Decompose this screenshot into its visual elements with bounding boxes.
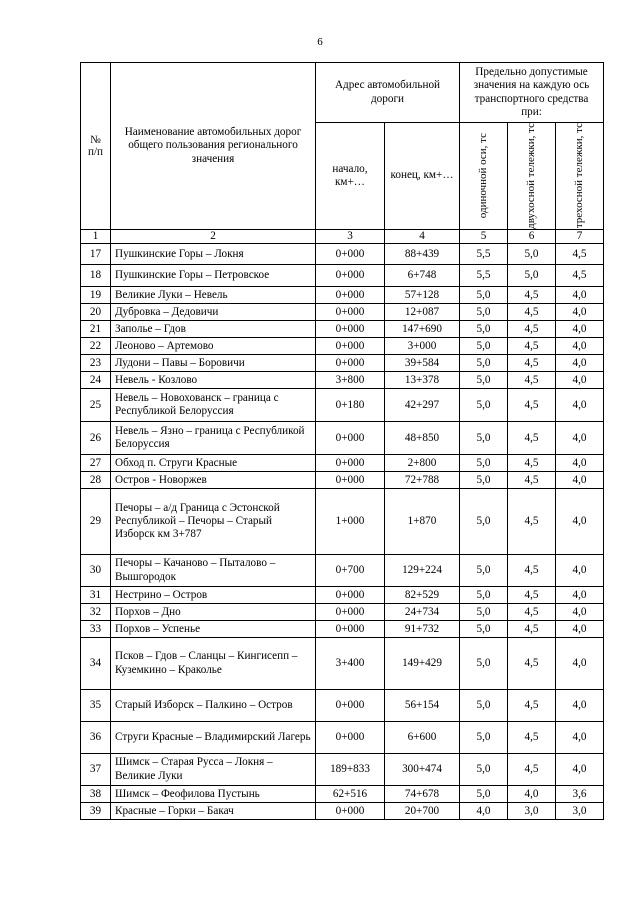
road-name: Великие Луки – Невель: [111, 287, 316, 304]
single-axle-limit: 5,0: [460, 754, 508, 786]
table-row: [81, 389, 604, 422]
address-end: 42+297: [385, 389, 460, 422]
row-number: 36: [81, 722, 111, 754]
table-row: [81, 555, 604, 587]
address-end: 300+474: [385, 754, 460, 786]
single-axle-limit: 5,0: [460, 338, 508, 355]
double-bogie-limit: 4,5: [508, 472, 556, 489]
index-cell: 3: [316, 229, 385, 243]
double-bogie-limit: 4,5: [508, 754, 556, 786]
header-triple-bogie: трехосной тележки, тс: [556, 123, 604, 230]
address-start: 1+000: [316, 489, 385, 555]
table-row: [81, 304, 604, 321]
triple-bogie-limit: 4,0: [556, 555, 604, 587]
row-number: 29: [81, 489, 111, 555]
double-bogie-limit: 4,5: [508, 555, 556, 587]
address-start: 0+000: [316, 722, 385, 754]
address-end: 2+800: [385, 455, 460, 472]
double-bogie-limit: 3,0: [508, 803, 556, 820]
address-end: 129+224: [385, 555, 460, 587]
double-bogie-limit: 5,0: [508, 265, 556, 287]
table-row: [81, 338, 604, 355]
address-start: 0+000: [316, 604, 385, 621]
triple-bogie-limit: 4,0: [556, 722, 604, 754]
row-number: 26: [81, 422, 111, 455]
triple-bogie-limit: 4,0: [556, 372, 604, 389]
triple-bogie-limit: 4,5: [556, 265, 604, 287]
table-row: [81, 587, 604, 604]
header-address-end: конец, км+…: [385, 123, 460, 230]
single-axle-limit: 5,0: [460, 389, 508, 422]
road-name: Обход п. Струги Красные: [111, 455, 316, 472]
single-axle-limit: 5,0: [460, 321, 508, 338]
address-start: 0+700: [316, 555, 385, 587]
row-number: 17: [81, 244, 111, 265]
address-start: 0+000: [316, 355, 385, 372]
header-double-bogie: двухосной тележки, тс: [508, 123, 556, 230]
road-name: Шимск – Старая Русса – Локня – Великие Луки: [111, 754, 316, 786]
triple-bogie-limit: 4,0: [556, 287, 604, 304]
row-number: 21: [81, 321, 111, 338]
address-start: 0+180: [316, 389, 385, 422]
row-number: 18: [81, 265, 111, 287]
single-axle-limit: 5,0: [460, 638, 508, 690]
address-end: 72+788: [385, 472, 460, 489]
address-start: 0+000: [316, 472, 385, 489]
single-axle-limit: 5,0: [460, 621, 508, 638]
row-number: 35: [81, 690, 111, 722]
table-row: [81, 638, 604, 690]
triple-bogie-limit: 4,5: [556, 244, 604, 265]
single-axle-limit: 4,0: [460, 803, 508, 820]
triple-bogie-limit: 4,0: [556, 304, 604, 321]
single-axle-limit: 5,0: [460, 722, 508, 754]
address-start: 0+000: [316, 455, 385, 472]
single-axle-limit: 5,0: [460, 472, 508, 489]
header-address: Адрес автомобильной дороги: [316, 63, 460, 123]
address-end: 57+128: [385, 287, 460, 304]
index-cell: 6: [508, 229, 556, 243]
double-bogie-limit: 4,5: [508, 422, 556, 455]
address-start: 0+000: [316, 265, 385, 287]
single-axle-limit: 5,5: [460, 244, 508, 265]
single-axle-limit: 5,0: [460, 287, 508, 304]
road-name: Печоры – Качаново – Пыталово – Вышгородок: [111, 555, 316, 587]
single-axle-limit: 5,0: [460, 786, 508, 803]
table-row: [81, 604, 604, 621]
address-end: 74+678: [385, 786, 460, 803]
table-row: [81, 244, 604, 265]
table-row: [81, 489, 604, 555]
row-number: 39: [81, 803, 111, 820]
double-bogie-limit: 4,5: [508, 321, 556, 338]
triple-bogie-limit: 4,0: [556, 621, 604, 638]
table-row: [81, 321, 604, 338]
table-row: [81, 372, 604, 389]
row-number: 24: [81, 372, 111, 389]
row-number: 31: [81, 587, 111, 604]
row-number: 30: [81, 555, 111, 587]
double-bogie-limit: 4,5: [508, 287, 556, 304]
road-name: Порхов – Успенье: [111, 621, 316, 638]
address-end: 6+748: [385, 265, 460, 287]
index-cell: 7: [556, 229, 604, 243]
road-name: Псков – Гдов – Сланцы – Кингисепп – Куземкино – Краколье: [111, 638, 316, 690]
address-start: 0+000: [316, 338, 385, 355]
triple-bogie-limit: 3,6: [556, 786, 604, 803]
triple-bogie-limit: 4,0: [556, 690, 604, 722]
address-end: 24+734: [385, 604, 460, 621]
address-start: 0+000: [316, 244, 385, 265]
address-end: 39+584: [385, 355, 460, 372]
single-axle-limit: 5,0: [460, 587, 508, 604]
address-end: 13+378: [385, 372, 460, 389]
road-name: Пушкинские Горы – Локня: [111, 244, 316, 265]
triple-bogie-limit: 4,0: [556, 422, 604, 455]
triple-bogie-limit: 4,0: [556, 455, 604, 472]
row-number: 38: [81, 786, 111, 803]
double-bogie-limit: 4,5: [508, 372, 556, 389]
double-bogie-limit: 4,5: [508, 690, 556, 722]
row-number: 20: [81, 304, 111, 321]
header-address-start: начало, км+…: [316, 123, 385, 230]
road-name: Шимск – Феофилова Пустынь: [111, 786, 316, 803]
triple-bogie-limit: 4,0: [556, 338, 604, 355]
single-axle-limit: 5,0: [460, 555, 508, 587]
row-number: 34: [81, 638, 111, 690]
road-name: Порхов – Дно: [111, 604, 316, 621]
double-bogie-limit: 4,5: [508, 338, 556, 355]
triple-bogie-limit: 4,0: [556, 754, 604, 786]
road-name: Невель – Новохованск – граница с Республикой Белоруссия: [111, 389, 316, 422]
double-bogie-limit: 4,5: [508, 304, 556, 321]
header-limits: Предельно допустимые значения на каждую ось транспортного средства при:: [460, 63, 604, 123]
road-name: Красные – Горки – Бакач: [111, 803, 316, 820]
road-name: Печоры – а/д Граница с Эстонской Республикой – Печоры – Старый Изборск км 3+787: [111, 489, 316, 555]
road-name: Остров - Новоржев: [111, 472, 316, 489]
double-bogie-limit: 4,5: [508, 455, 556, 472]
table-row: [81, 472, 604, 489]
single-axle-limit: 5,5: [460, 265, 508, 287]
road-name: Невель - Козлово: [111, 372, 316, 389]
road-name: Заполье – Гдов: [111, 321, 316, 338]
single-axle-limit: 5,0: [460, 455, 508, 472]
address-end: 12+087: [385, 304, 460, 321]
single-axle-limit: 5,0: [460, 372, 508, 389]
triple-bogie-limit: 4,0: [556, 587, 604, 604]
address-end: 56+154: [385, 690, 460, 722]
header-num: № п/п: [81, 63, 111, 230]
triple-bogie-limit: 4,0: [556, 489, 604, 555]
table-row: [81, 355, 604, 372]
address-start: 0+000: [316, 287, 385, 304]
table-row: [81, 690, 604, 722]
index-cell: 5: [460, 229, 508, 243]
double-bogie-limit: 4,5: [508, 638, 556, 690]
single-axle-limit: 5,0: [460, 489, 508, 555]
row-number: 19: [81, 287, 111, 304]
table-row: [81, 803, 604, 820]
index-row: [81, 229, 604, 243]
table-row: [81, 422, 604, 455]
double-bogie-limit: 4,5: [508, 722, 556, 754]
single-axle-limit: 5,0: [460, 690, 508, 722]
single-axle-limit: 5,0: [460, 422, 508, 455]
table-row: [81, 265, 604, 287]
index-cell: 1: [81, 229, 111, 243]
road-name: Невель – Язно – граница с Республикой Белоруссия: [111, 422, 316, 455]
row-number: 33: [81, 621, 111, 638]
double-bogie-limit: 4,5: [508, 621, 556, 638]
row-number: 28: [81, 472, 111, 489]
row-number: 23: [81, 355, 111, 372]
table-body: [81, 244, 604, 820]
road-name: Леоново – Артемово: [111, 338, 316, 355]
address-end: 82+529: [385, 587, 460, 604]
address-start: 0+000: [316, 803, 385, 820]
address-end: 147+690: [385, 321, 460, 338]
triple-bogie-limit: 4,0: [556, 321, 604, 338]
row-number: 25: [81, 389, 111, 422]
address-start: 3+800: [316, 372, 385, 389]
address-start: 189+833: [316, 754, 385, 786]
road-name: Нестрино – Остров: [111, 587, 316, 604]
table-row: [81, 722, 604, 754]
triple-bogie-limit: 3,0: [556, 803, 604, 820]
table-row: [81, 287, 604, 304]
single-axle-limit: 5,0: [460, 604, 508, 621]
double-bogie-limit: 4,0: [508, 786, 556, 803]
index-cell: 4: [385, 229, 460, 243]
triple-bogie-limit: 4,0: [556, 389, 604, 422]
table-row: [81, 754, 604, 786]
address-start: 0+000: [316, 621, 385, 638]
triple-bogie-limit: 4,0: [556, 604, 604, 621]
address-end: 20+700: [385, 803, 460, 820]
triple-bogie-limit: 4,0: [556, 638, 604, 690]
address-start: 62+516: [316, 786, 385, 803]
index-cell: 2: [111, 229, 316, 243]
single-axle-limit: 5,0: [460, 355, 508, 372]
address-end: 48+850: [385, 422, 460, 455]
road-name: Пушкинские Горы – Петровское: [111, 265, 316, 287]
road-name: Струги Красные – Владимирский Лагерь: [111, 722, 316, 754]
address-end: 149+429: [385, 638, 460, 690]
road-name: Дубровка – Дедовичи: [111, 304, 316, 321]
triple-bogie-limit: 4,0: [556, 472, 604, 489]
road-name: Лудони – Павы – Боровичи: [111, 355, 316, 372]
double-bogie-limit: 5,0: [508, 244, 556, 265]
double-bogie-limit: 4,5: [508, 355, 556, 372]
address-end: 88+439: [385, 244, 460, 265]
road-limits-table: [80, 62, 604, 820]
row-number: 27: [81, 455, 111, 472]
row-number: 37: [81, 754, 111, 786]
road-name: Старый Изборск – Палкино – Остров: [111, 690, 316, 722]
address-end: 3+000: [385, 338, 460, 355]
address-start: 0+000: [316, 587, 385, 604]
address-start: 0+000: [316, 304, 385, 321]
row-number: 22: [81, 338, 111, 355]
single-axle-limit: 5,0: [460, 304, 508, 321]
address-start: 0+000: [316, 321, 385, 338]
table-row: [81, 786, 604, 803]
table-row: [81, 621, 604, 638]
row-number: 32: [81, 604, 111, 621]
double-bogie-limit: 4,5: [508, 604, 556, 621]
address-start: 0+000: [316, 690, 385, 722]
address-start: 3+400: [316, 638, 385, 690]
double-bogie-limit: 4,5: [508, 587, 556, 604]
page-number: 6: [317, 36, 323, 48]
triple-bogie-limit: 4,0: [556, 355, 604, 372]
header-road-name: Наименование автомобильных дорог общего пользования регионального значения: [111, 63, 316, 230]
table-row: [81, 455, 604, 472]
header-single-axle: одиночной оси, тс: [460, 123, 508, 230]
address-end: 1+870: [385, 489, 460, 555]
address-end: 6+600: [385, 722, 460, 754]
address-end: 91+732: [385, 621, 460, 638]
double-bogie-limit: 4,5: [508, 389, 556, 422]
address-start: 0+000: [316, 422, 385, 455]
double-bogie-limit: 4,5: [508, 489, 556, 555]
